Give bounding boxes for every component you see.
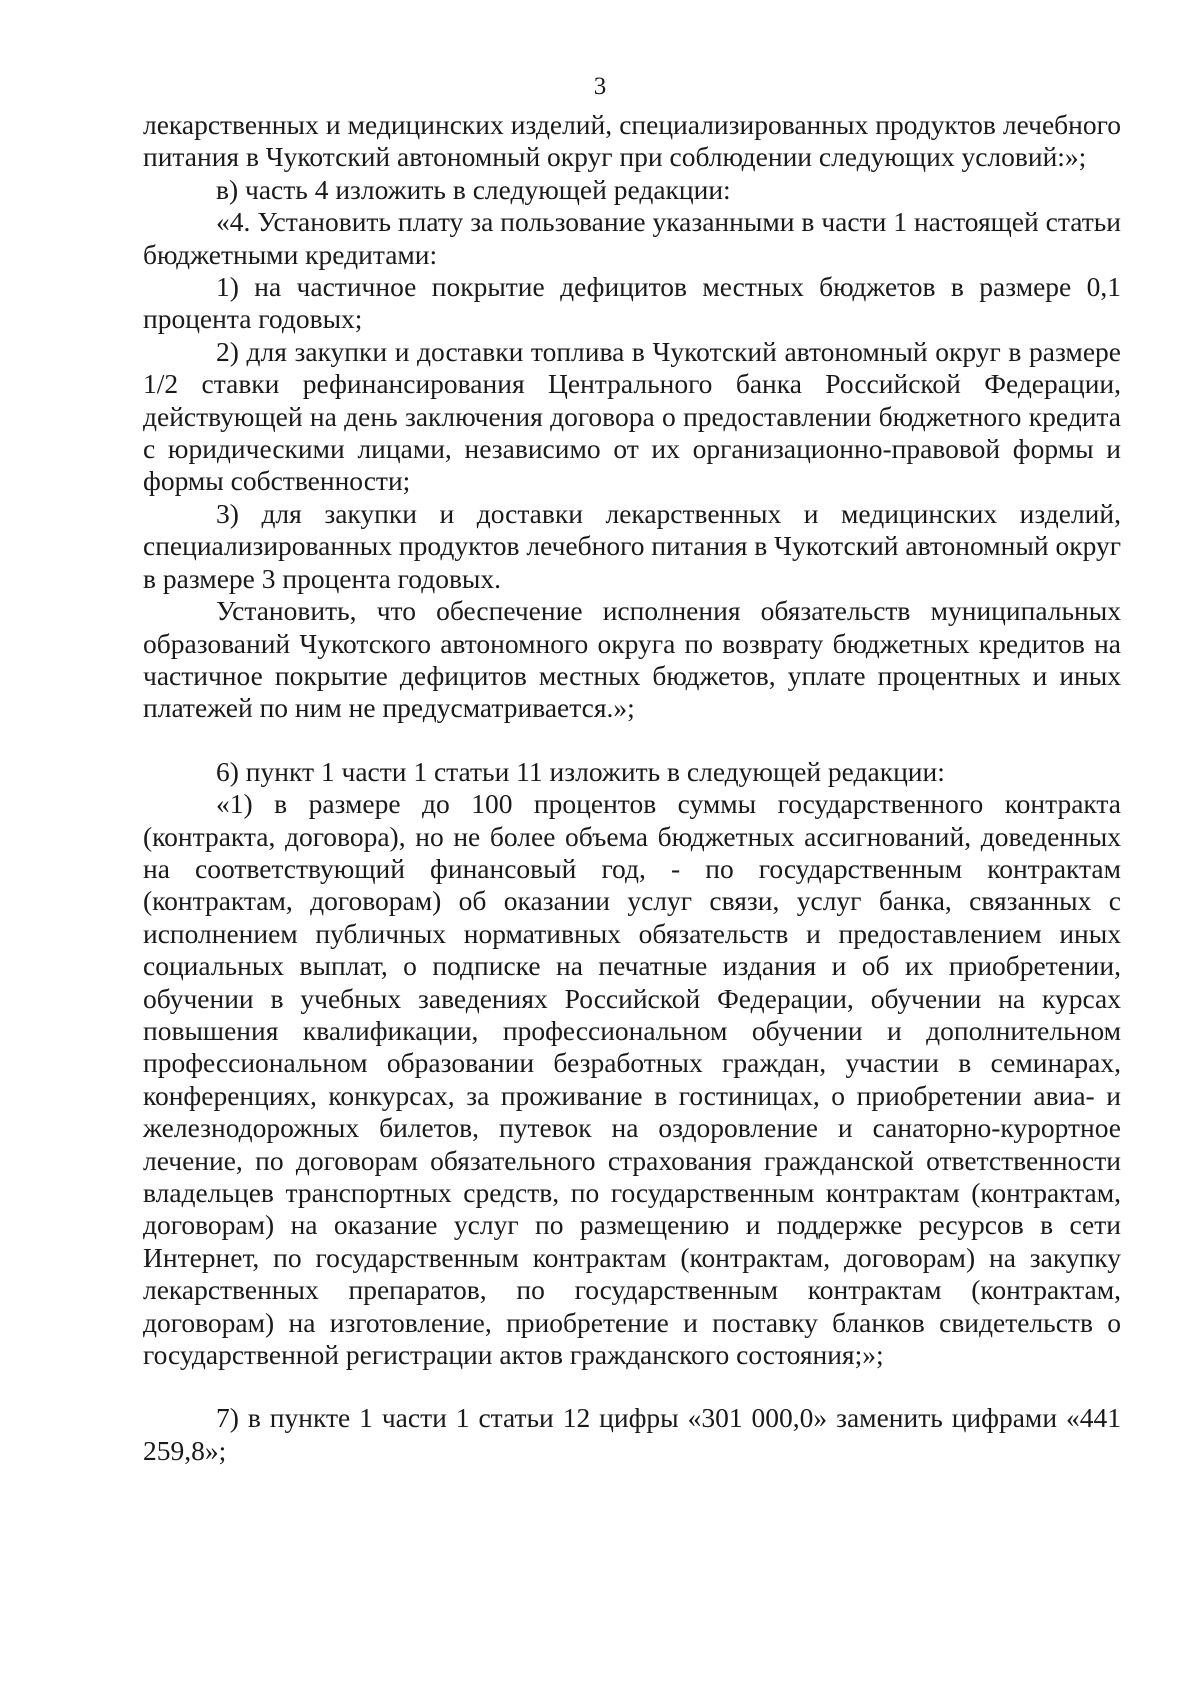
document-body (143, 109, 1121, 1467)
paragraph-spacer (143, 1371, 1121, 1402)
paragraph-amendment-6: 6) пункт 1 части 1 статьи 11 изложить в следующей редакции: (216, 755, 945, 787)
paragraph-part-4: «4. Установить плату за пользование указанными в части 1 настоящей статьи бюджетными кредитами: (143, 206, 1121, 270)
paragraph-amendment-v: в) часть 4 изложить в следующей редакции: (216, 173, 731, 205)
paragraph-item-2: 2) для закупки и доставки топлива в Чукотский автономный округ в размере 1/2 ставки рефинансирования Центрального банка Российской Федерации, действующей на день заключения договора о предоставлении бюджетного кредита с юридическими лицами, независимо от их организационно-правовой формы и формы собственности; (143, 335, 1121, 497)
paragraph-spacer (143, 725, 1121, 756)
paragraph-item-3: 3) для закупки и доставки лекарственных и медицинских изделий, специализированных продуктов лечебного питания в Чукотский автономный округ в размере 3 процента годовых. (143, 497, 1121, 594)
page-number: 3 (593, 73, 607, 100)
paragraph-amendment-7: 7) в пункте 1 части 1 статьи 12 цифры «301 000,0» заменить цифрами «441 259,8»; (143, 1402, 1121, 1466)
paragraph-article-11-item-1: «1) в размере до 100 процентов суммы государственного контракта (контракта, договора), но не более объема бюджетных ассигнований, доведенных на соответствующий финансовый год, - по государственным контрактам (контрактам, договорам) об оказании услуг связи, услуг банка, связанных с исполнением публичных нормативных обязательств и предоставлением иных социальных выплат, о подписке на печатные издания и об их приобретении, обучении в учебных заведениях Российской Федерации, обучении на курсах повышения квалификации, профессиональном обучении и дополнительном профессиональном образовании безработных граждан, участии в семинарах, конференциях, конкурсах, за проживание в гостиницах, о приобретении авиа- и железнодорожных билетов, путевок на оздоровление и санаторно-курортное лечение, по договорам обязательного страхования гражданской ответственности владельцев транспортных средств, по государственным контрактам (контрактам, договорам) на оказание услуг по размещению и поддержке ресурсов в сети Интернет, по государственным контрактам (контрактам, договорам) на закупку лекарственных препаратов, по государственным контрактам (контрактам, договорам) на изготовление, приобретение и поставку бланков свидетельств о государственной регистрации актов гражданского состояния;»; (143, 788, 1121, 1371)
paragraph-continuation: лекарственных и медицинских изделий, специализированных продуктов лечебного питания в Чукотский автономный округ при соблюдении следующих условий:»; (143, 109, 1121, 173)
paragraph-security-clause: Установить, что обеспечение исполнения обязательств муниципальных образований Чукотского автономного округа по возврату бюджетных кредитов на частичное покрытие дефицитов местных бюджетов, уплате процентных и иных платежей по ним не предусматривается.»; (143, 595, 1121, 724)
paragraph-item-1: 1) на частичное покрытие дефицитов местных бюджетов в размере 0,1 процента годовых; (143, 271, 1121, 335)
